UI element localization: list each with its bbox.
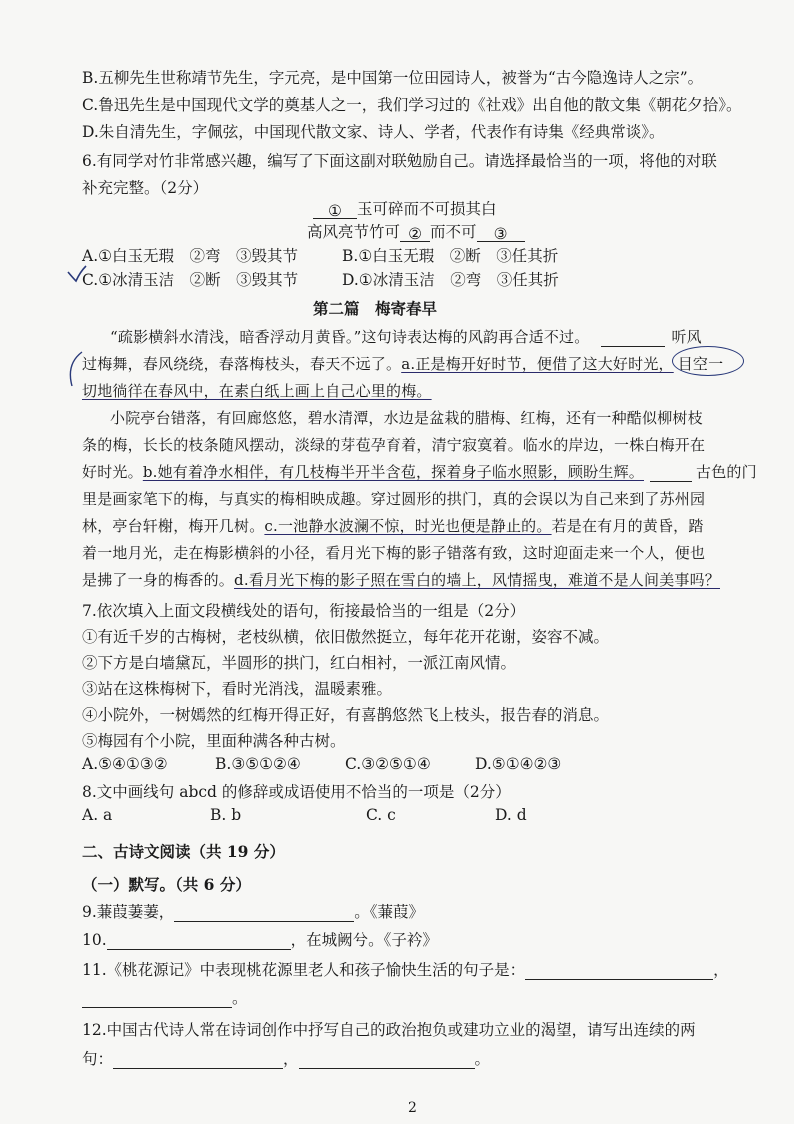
pen-circle-mark	[672, 346, 744, 376]
q11-answer-blank-2[interactable]	[82, 991, 232, 1008]
page-number: 2	[408, 1100, 417, 1116]
q7-option-c: C.③②⑤①④	[345, 755, 431, 773]
q6-stem-line2: 补充完整。（2分）	[82, 179, 209, 197]
blank-1	[601, 330, 665, 347]
passage-line-3	[82, 380, 432, 401]
underlined-sentence-a: a.正是梅开好时节，便借了这大好时光，	[401, 355, 674, 373]
passage-line-8	[82, 515, 704, 536]
passage-text: 林，亭台轩榭，梅开几树。	[82, 517, 265, 535]
q12-text: 句：	[82, 1050, 114, 1068]
q6-stem-line1: 6.有同学对竹非常感兴趣，编写了下面这副对联勉励自己。请选择最恰当的一项，将他的对联	[82, 152, 717, 170]
q11-comma: ，	[713, 961, 729, 979]
couplet-blank-2: ②	[400, 225, 430, 242]
q10-source: ，在城阙兮。《子衿》	[290, 931, 438, 949]
passage-text: 过梅舞，春风绕绕，春落梅枝头，春天不远了。	[82, 355, 402, 373]
q11	[82, 958, 729, 980]
couplet-blank-1: ①	[313, 202, 357, 219]
passage-line-9: 着一地月光，走在梅影横斜的小径，看月光下梅的影子错落有致，这时迎面走来一个人，便也	[82, 544, 706, 562]
sub1-title: （一）默写。（共 6 分）	[82, 875, 251, 894]
q7-option-a: A.⑤④①③②	[82, 755, 168, 773]
option-d: D.朱自清先生，字佩弦，中国现代散文家、诗人、学者，代表作有诗集《经典常谈》。	[82, 123, 665, 141]
part2-title: 二、古诗文阅读（共 19 分）	[82, 842, 285, 861]
q10	[82, 928, 438, 950]
q6-option-c: C.①冰清玉洁 ②断 ③毁其节	[82, 271, 299, 289]
option-c: C.鲁迅先生是中国现代文学的奠基人之一，我们学习过的《社戏》出自他的散文集《朝花夕拾》。	[82, 96, 742, 114]
circled-phrase: 目空一	[677, 355, 724, 373]
q7-stem: 7.依次填入上面文段横线处的语句，衔接最恰当的一组是（2分）	[82, 602, 526, 620]
passage-text: 听风	[671, 328, 702, 346]
q12-answer-blank-2[interactable]	[299, 1052, 475, 1069]
q9-answer-blank[interactable]	[174, 905, 354, 922]
passage-text: 古色的门	[696, 463, 757, 481]
underlined-sentence-d: d.看月光下梅的影子照在雪白的墙上，风情摇曳，难道不是人间美事吗？	[234, 571, 720, 589]
couplet-line2-b: 而不可	[430, 223, 477, 241]
q9-text: 9.蒹葭萋萋，	[82, 903, 175, 921]
q11-text: 11.《桃花源记》中表现桃花源里老人和孩子愉快生活的句子是：	[82, 961, 526, 979]
option-b: B.五柳先生世称靖节先生，字元亮，是中国第一位田园诗人，被誉为“古今隐逸诗人之宗”。	[82, 69, 704, 87]
q8-option-a: A. a	[82, 806, 113, 824]
passage-line-6	[82, 461, 757, 482]
underlined-sentence-c: c.一池静水波澜不惊，时光也便是静止的。	[264, 517, 552, 535]
q11-period: 。	[232, 989, 248, 1007]
q11-line2	[82, 986, 248, 1008]
couplet-line2-a: 高风亮节竹可	[307, 223, 401, 241]
passage-text: 若是在有月的黄昏，踏	[551, 517, 704, 535]
q9-source: 。《蒹葭》	[354, 903, 425, 921]
couplet-line-2	[307, 220, 525, 242]
q12-answer-blank-1[interactable]	[113, 1052, 283, 1069]
passage-line-4: 小院亭台错落，有回廊悠悠，碧水清潭，水边是盆栽的腊梅、红梅，还有一种酷似柳树枝	[110, 409, 703, 427]
q8-option-c: C. c	[366, 806, 396, 824]
q7-item-5: ⑤梅园有个小院，里面种满各种古树。	[82, 732, 346, 750]
section-title: 第二篇 梅寄春早	[313, 299, 438, 318]
pen-check-mark	[66, 264, 88, 284]
couplet-line1-text: 玉可碎而不可损其白	[357, 200, 497, 218]
q7-item-2: ②下方是白墙黛瓦，半圆形的拱门，红白相衬，一派江南风情。	[82, 654, 517, 672]
q8-option-b: B. b	[210, 806, 242, 824]
couplet-blank-3: ③	[477, 225, 525, 242]
q9	[82, 900, 424, 922]
q6-option-a: A.①白玉无瑕 ②弯 ③毁其节	[82, 247, 299, 265]
q11-answer-blank-1[interactable]	[525, 963, 713, 980]
q8-option-d: D. d	[495, 806, 527, 824]
passage-line-5: 条的梅，长长的枝条随风摆动，淡绿的芽苞孕育着，清宁寂寞着。临水的岸边，一株白梅开在	[82, 436, 706, 454]
q10-answer-blank[interactable]	[107, 933, 291, 950]
q6-option-d: D.①冰清玉洁 ②弯 ③任其折	[342, 271, 559, 289]
q8-stem: 8.文中画线句 abcd 的修辞或成语使用不恰当的一项是（2分）	[82, 783, 511, 801]
q7-item-1: ①有近千岁的古梅树，老枝纵横，依旧傲然挺立，每年花开花谢，姿容不减。	[82, 628, 610, 646]
q12-line2	[82, 1047, 490, 1069]
passage-text: 是拂了一身的梅香的。	[82, 571, 235, 589]
q7-item-4: ④小院外，一树嫣然的红梅开得正好，有喜鹊悠然飞上枝头，报告春的消息。	[82, 706, 610, 724]
q7-option-b: B.③⑤①②④	[215, 755, 301, 773]
passage-line-2	[82, 353, 723, 374]
q7-option-d: D.⑤①④②③	[475, 755, 562, 773]
underlined-sentence-b: b.她有着净水相伴，有几枝梅半开半含苞，探着身子临水照影，顾盼生辉。	[142, 463, 644, 481]
q7-item-3: ③站在这株梅树下，看时光消浅，温暖素雅。	[82, 680, 393, 698]
passage-line-10	[82, 569, 720, 590]
pen-arc-mark	[62, 350, 86, 390]
blank-2	[650, 465, 692, 482]
q10-text: 10.	[82, 931, 107, 949]
underlined-sentence-a-cont: 切地徜徉在春风中，在素白纸上画上自己心里的梅。	[82, 382, 432, 400]
q6-option-b: B.①白玉无瑕 ②断 ③任其折	[342, 247, 559, 265]
couplet-line-1	[313, 197, 497, 219]
q12-period: 。	[474, 1050, 491, 1068]
passage-text: “疏影横斜水清浅，暗香浮动月黄昏。”这句诗表达梅的风韵再合适不过。	[110, 328, 590, 346]
q12-comma: ，	[283, 1050, 299, 1068]
q12-line1: 12.中国古代诗人常在诗词创作中抒写自己的政治抱负或建功立业的渴望，请写出连续的两	[82, 1021, 696, 1039]
passage-line-1	[110, 326, 702, 347]
passage-line-7: 里是画家笔下的梅，与真实的梅相映成趣。穿过圆形的拱门，真的会误以为自己来到了苏州园	[82, 490, 706, 508]
passage-text: 好时光。	[82, 463, 143, 481]
